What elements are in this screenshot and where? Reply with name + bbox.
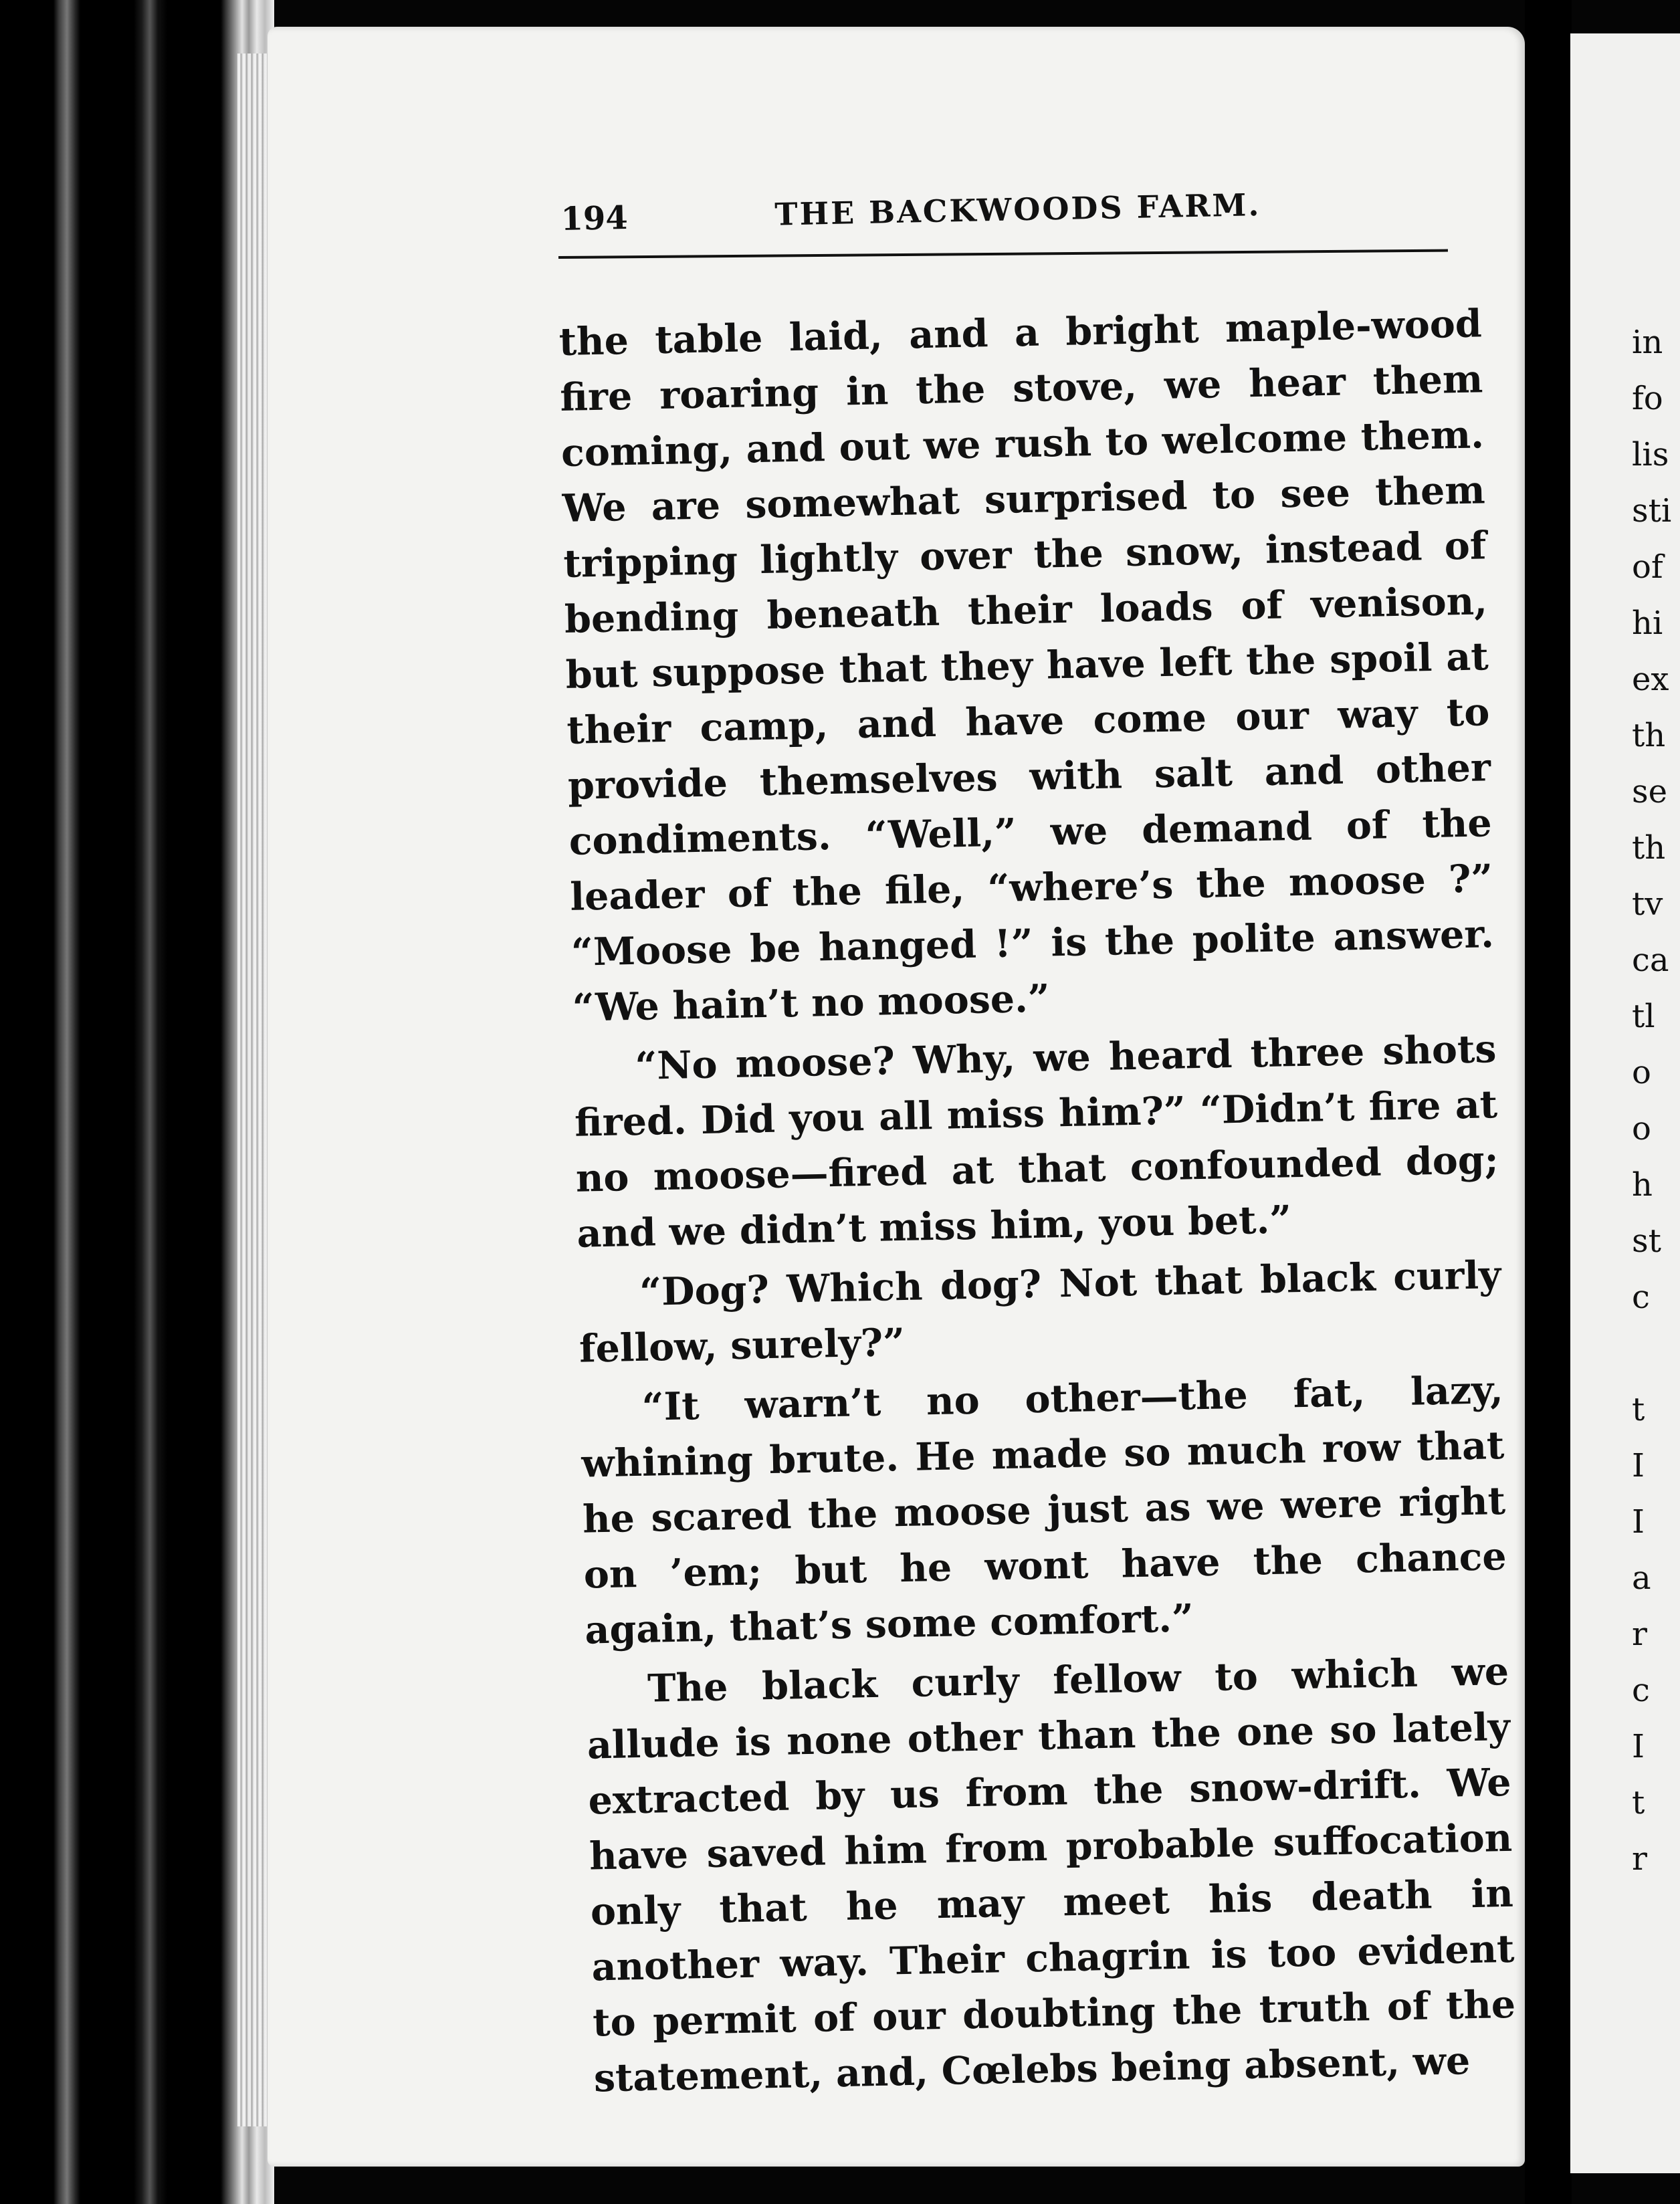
facing-page-fragment: r	[1632, 1616, 1647, 1653]
facing-page-fragment: in	[1632, 324, 1663, 361]
paragraph: “No moose? Why, we heard three shots fired. Did you all miss him?” “Didn’t fire at no moose—fired at that confounded dog; and we didn’t miss him, you bet.”	[574, 1026, 1499, 1256]
facing-page-fragment: th	[1632, 717, 1666, 754]
facing-page-fragment: h	[1632, 1166, 1653, 1204]
body-text	[558, 296, 1517, 2106]
paragraph: “Dog? Which dog? Not that black curly fellow, surely?”	[579, 1252, 1501, 1371]
facing-page-fragments	[1632, 314, 1680, 1887]
facing-page-fragment: o	[1632, 1054, 1651, 1091]
facing-page-fragment: c	[1632, 1672, 1650, 1709]
facing-page-fragment: ex	[1632, 661, 1669, 698]
facing-page-fragment: t	[1632, 1784, 1645, 1822]
facing-page-fragment: ca	[1632, 942, 1669, 979]
facing-page-fragment: a	[1632, 1559, 1651, 1597]
facing-page-fragment: t	[1632, 1391, 1645, 1428]
book-binding	[0, 0, 274, 2204]
facing-page-fragment: st	[1632, 1222, 1661, 1260]
facing-page-fragment: tl	[1632, 998, 1655, 1035]
right-gutter	[1525, 0, 1572, 2204]
paragraph: “It warn’t no other—the fat, lazy, whining brute. He made so much row that he scared the moose just as we were right on ’em; but he wont have the chance again, that’s some comfort.”	[581, 1367, 1507, 1653]
facing-page-fragment: fo	[1632, 380, 1663, 417]
facing-page-fragment: lis	[1632, 436, 1669, 473]
page-number: 194	[560, 199, 629, 238]
paragraph: The black curly fellow to which we allude is none other than the one so lately extracted by us from the snow-drift. We have saved him from probable suffocation only that he may meet his death in another way. Their chagrin is too evident to permit of our doubting the truth of the statement, and, Cœlebs being absent, we	[587, 1648, 1516, 2101]
facing-page-fragment: sti	[1632, 492, 1672, 530]
paragraph: the table laid, and a bright maple-wood fire roaring in the stove, we hear them coming, and out we rush to welcome them. We are somewhat surprised to see them tripping lightly over the snow, instead of bending beneath their loads of venison, but suppose that they have left the spoil at their camp, and have come our way to provide themselves with salt and other condiments. “Well,” we demand of the leader of the file, “where’s the moose ?” “Moose be hanged !” is the polite answer. “We hain’t no moose.”	[558, 301, 1495, 1030]
facing-page-fragment: c	[1632, 1279, 1650, 1316]
facing-page-fragment: r	[1632, 1840, 1647, 1878]
facing-page-fragment: se	[1632, 773, 1668, 810]
facing-page-fragment: I	[1632, 1447, 1645, 1484]
facing-page-fragment: I	[1632, 1503, 1645, 1541]
facing-page-fragment: o	[1632, 1110, 1651, 1147]
running-title: THE BACKWOODS FARM.	[774, 186, 1261, 233]
facing-page-fragment: I	[1632, 1728, 1645, 1765]
facing-page-fragment: of	[1632, 548, 1663, 586]
facing-page-fragment: hi	[1632, 604, 1663, 642]
facing-page-fragment: tv	[1632, 885, 1663, 923]
facing-page-fragment	[1632, 1325, 1680, 1382]
facing-page-fragment: th	[1632, 829, 1666, 867]
